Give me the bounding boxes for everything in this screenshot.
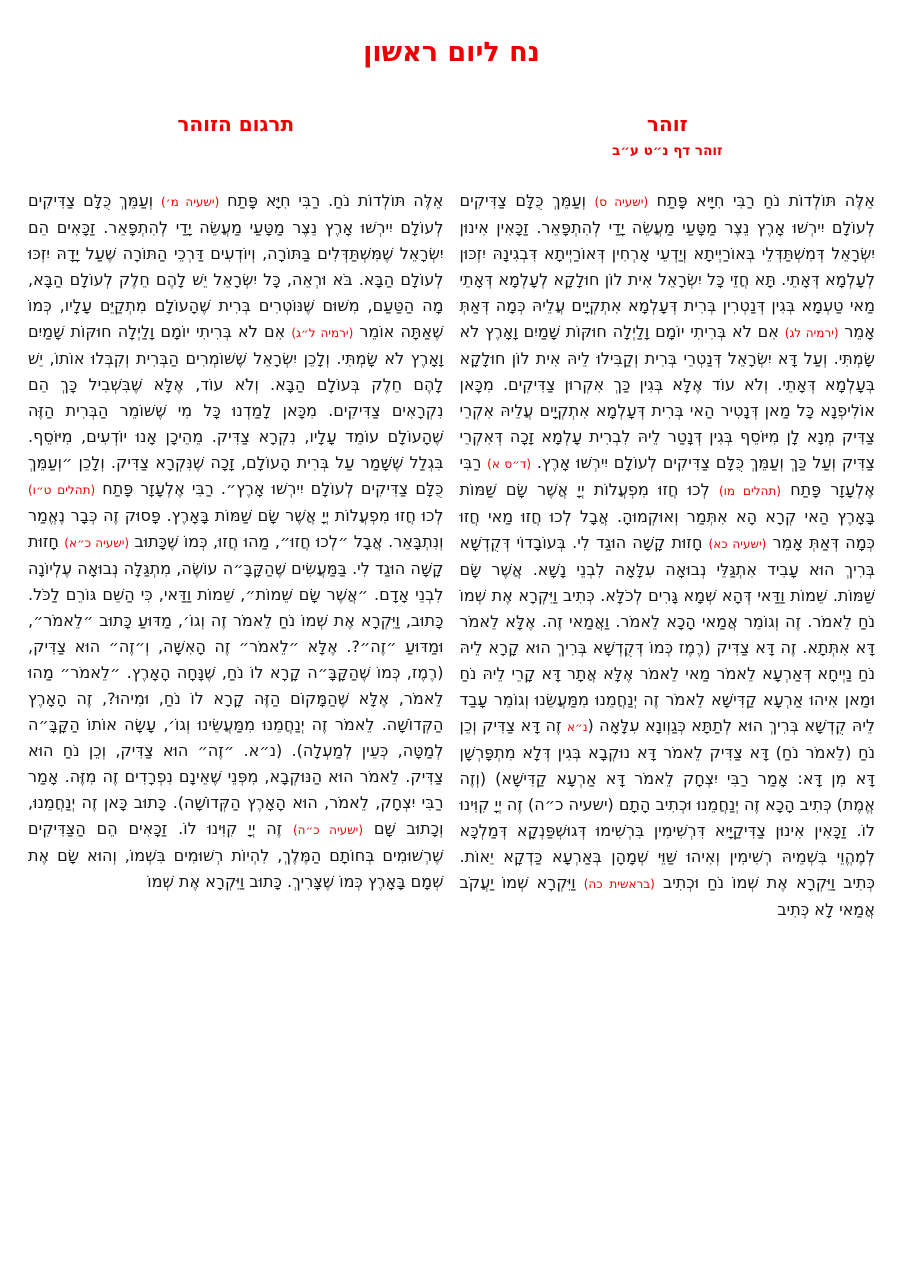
page-title: נח ליום ראשון bbox=[363, 37, 540, 68]
zohar-column-head bbox=[460, 112, 876, 188]
text-run: לְכוּ חֲזוּ מִפְעֲלוֹת יְיָ אֲשֶׁר שָׂם שַׁמּוֹת בָּאָרֶץ הַאי קְרָא הָא אִתְּמַר וְאוּקְמוּהָ. אֲבָל לְכוּ חֲזוּ מַאי חֲזוּ כְּמָה דְּאַתְּ אָמֵר bbox=[459, 480, 876, 552]
inline-citation: (ישעיה כ״ה) bbox=[293, 823, 364, 837]
text-run: חָזוּת קָשָׁה הוּגַד לִי. בְּעוֹבָדוֹי דְּקֻדְשָׁא בְּרִיךְ הוּא עָבִיד אִתְגַּלֵּי נְבוּאָה עִלָּאָה לִבְנֵי נָשָׁא. אֲשֶׁר שָׂם שַׁמּוֹת. שֵׁמוֹת וַדַּאי דְּהָא שְׁמָא גָּרִים לְכֹלָּא. כְּתִיב וַיִּקְרָא אֶת שְׁמוֹ נֹחַ לֵאמֹר. זֶה וְגוֹמֵר אֲמַאי הָכָא לֵאמֹר. וַאֲמַאי זֶה. אֶלָּא לֵאמֹר דָּא אִתְּתָא. זֶה דָּא צַדִּיק (רֶמֶז כְּמוֹ דְּקֻדְשָׁא בְּרִיךְ הוּא קָרָא לֵיהּ נֹחַ נַיְיחָא דְּאַרְעָא לֵאמֹר מַאי לֵאמֹר אֶלָּא אֲתָר דָּא קָרֵי לֵיהּ נֹחַ וּמַאן אִיהוּ אַרְעָא קַדִּישָׁא לֵאמֹר זֶה יְנַחֲמֵנוּ מִמַּעֲשֵׂנוּ וְגוֹמֵר עָבַד לֵיהּ קֻדְשָׁא בְּרִיךְ הוּא לְתַתָּא כְּגַוְונָא עִלָּאָה ( bbox=[459, 533, 875, 735]
translation-column bbox=[28, 112, 444, 895]
text-run: זֶה יְיָ קִוִּינוּ לוֹ. זַכָּאִים הֵם הַצַּדִּיקִים שֶׁרְשׁוּמִים בְּחוֹתָם הַמֶּלֶךְ, לִהְיוֹת רְשׁוּמִים בִּשְׁמוֹ, וְהוּא שָׂם אֶת שְׁמָם בָּאָרֶץ כְּמוֹ שֶׁצָּרִיךְ. כָּתוּב וַיִּקְרָא אֶת שְׁמוֹ bbox=[28, 819, 444, 891]
inline-citation: (ישעיה כ״א) bbox=[64, 536, 130, 550]
text-run: אֵלֶּה תּוֹלְדוֹת נֹחַ. רַבִּי חִיָּא פָּתַח bbox=[219, 191, 444, 210]
text-run: לְכוּ חֲזוּ מִפְעֲלוֹת יְיָ אֲשֶׁר שָׂם שַׁמּוֹת בָּאָרֶץ. פָּסוּק זֶה כְּבָר נֶאֱמַר וְנִתְבָּאֵר. אֲבָל ״לְכוּ חֲזוּ״, מַהוּ חֲזוּ, כְּמוֹ שֶׁכָּתוּב bbox=[28, 506, 444, 551]
inline-citation: (ירמיה ל״ג) bbox=[291, 326, 354, 340]
inline-citation: (ישעיה כא) bbox=[708, 537, 767, 551]
translation-column-head bbox=[28, 112, 444, 188]
inline-citation: נ״א bbox=[566, 720, 588, 734]
zohar-body-text bbox=[460, 188, 876, 923]
translation-column-header: תרגום הזוהר bbox=[177, 112, 295, 136]
text-run: זֶה דָּא צַדִּיק וְכֵן נֹחַ (לֵאמֹר נֹחַ) דָּא צַדִּיק לֵאמֹר דָּא נוּקְבָא בְּגִין דְּלָא מִתְפָּרְשָׁן דָּא מִן דָּא: אָמַר רַבִּי יִצְחָק לֵאמֹר דָּא אַרְעָא קַדִּישָׁא) (וְזֶה אֱמֶת) כְּתִיב הָכָא זֶה יְנַחֲמֵנוּ וּכְתִיב הָתָם (ישעיה כ״ה) זֶה יְיָ קִוִּינוּ לוֹ. זַכָּאִין אִינוּן צַדִּיקַיָּיא דִּרְשִׁימִין בִּרְשִׁימוּ דְּגוּשְׁפַּנְקָא דְּמַלְכָּא לְמֶהֱוֵי בִּשְׁמֵיהּ רְשִׁימִין וְאִיהוּ שַׁוֵּי שְׁמָהָן בְּאַרְעָא כַּדְקָא יֵאוֹת. כְּתִיב וַיִּקְרָא אֶת שְׁמוֹ נֹחַ וּכְתִיב bbox=[459, 716, 875, 892]
inline-citation: (בראשית כה) bbox=[583, 877, 655, 891]
zohar-page-reference: זוהר דף נ״ט ע״ב bbox=[612, 143, 723, 159]
inline-citation: (תהלים ט״ו) bbox=[28, 483, 96, 497]
inline-citation: (ישעיה מ׳) bbox=[160, 195, 220, 209]
text-run: וְעַמֵּךְ כֻּלָּם צַדִּיקִים לְעוֹלָם יִירְשׁוּ אָרֶץ נֵצֶר מַטָּעַי מַעֲשֵׂה יָדַי לְהִתְפָּאֵר. זַכָּאִים הֵם יִשְׂרָאֵל שֶׁמִּשְׁתַּדְּלִים בַּתּוֹרָה, וְיוֹדְעִים דַּרְכֵי הַתּוֹרָה שֶׁעַל יָדָהּ יִזְכּוּ לְעוֹלָם הַבָּא. בֹּא וּרְאֵה, כָּל יִשְׂרָאֵל יֵשׁ לָהֶם חֵלֶק לְעוֹלָם הַבָּא, מָה הַטַּעַם, מִשּׁוּם שֶׁנּוֹטְרִים בְּרִית שֶׁהָעוֹלָם מִתְקַיֵּם עָלָיו, כְּמוֹ שֶׁאַתָּה אוֹמֵר bbox=[28, 191, 444, 341]
translation-body-text bbox=[28, 188, 444, 895]
text-run: אִם לֹא בְּרִיתִי יוֹמָם וָלַיְלָה חוּקּוֹת שָׁמַיִם וָאָרֶץ לֹא שָׂמְתִּי. וְלָכֵן יִשְׂרָאֵל שֶׁשּׁוֹמְרִים הַבְּרִית וְקִבְּלוּ אוֹתוֹ, יֵשׁ לָהֶם חֵלֶק בְּעוֹלָם הַבָּא. וְלֹא עוֹד, אֶלָּא שֶׁבִּשְׁבִיל כָּךְ הֵם נִקְרָאִים צַדִּיקִים. מִכָּאן לָמַדְנוּ כָּל מִי שֶׁשּׁוֹמֵר הַבְּרִית הַזֶּה שֶׁהָעוֹלָם עוֹמֵד עָלָיו, נִקְרָא צַדִּיק. מֵהֵיכָן אָנוּ יוֹדְעִים, מִיּוֹסֵף. בִּגְלַל שֶׁשָּׁמַר עַל בְּרִית הָעוֹלָם, זָכָה שֶׁנִּקְרָא צַדִּיק. וְלָכֵן ״וְעַמֵּךְ כֻּלָּם צַדִּיקִים לְעוֹלָם יִירְשׁוּ אָרֶץ״. רַבִּי אֶלְעָזָר פָּתַח bbox=[28, 322, 444, 498]
inline-citation: (ישעיה ס) bbox=[594, 195, 649, 209]
zohar-column-header: זוהר bbox=[646, 112, 688, 136]
text-run: אִם לֹא בְּרִיתִי יוֹמָם וָלַיְלָה חוּקּוֹת שָׁמַיִם וָאָרֶץ לֹא שָׂמְתִּי. וְעַל דָּא יִשְׂרָאֵל דְּנַטְרֵי בְּרִית וְקַבִּילוּ לֵיהּ אִית לוֹן חוּלָקָא בְּעָלְמָא דְּאָתֵי. וְלֹא עוֹד אֶלָּא בְּגִין כַּךְ אִקְרוּן צַדִּיקִים. מִכָּאן אוֹלִיפְנָא כָּל מַאן דְּנָטִיר הַאי בְּרִית דְּעָלְמָא אִתְקְיָים עֲלֵיהּ אִקְרֵי צַדִּיק מְנָא לָן מִיּוֹסֵף בְּגִין דְּנָטַר לֵיהּ לִבְרִית עָלְמָא זָכָה דְּאִקְרֵי צַדִּיק וְעַל כַּךְ וְעַמֵּךְ כֻּלָּם צַדִּיקִים לְעוֹלָם יִירְשׁוּ אָרֶץ. bbox=[459, 322, 875, 472]
text-run: וַיִּקְרָא שְׁמוֹ יַעֲקֹב אֲמַאי לָא כְּתִיב bbox=[459, 873, 875, 919]
text-run: אֵלֶּה תּוֹלְדוֹת נֹחַ רַבִּי חִיָּיא פָּתַח bbox=[648, 191, 875, 210]
text-run: חָזוּת קָשָׁה הוּגַד לִי. בַּמַּעֲשִׂים שֶׁהַקָּבָּ״ה עוֹשֶׂה, מִתְגַּלָּה נְבוּאָה עֶלְיוֹנָה לִבְנֵי אָדָם. ״אֲשֶׁר שָׂם שֵׁמוֹת״, שֵׁמוֹת וַדַּאי, כִּי הַשֵּׁם גּוֹרֵם לַכֹּל. כָּתוּב, וַיִּקְרָא אֶת שְׁמוֹ נֹחַ לֵאמֹר זֶה וְגוֹ׳, מַדּוּעַ כָּתוּב ״לֵאמֹר״, וּמַדּוּעַ ״זֶה״?. אֶלָּא ״לֵאמֹר״ זֶה הָאִשָּׁה, וְ״זֶה״ הוּא צַדִּיק, (רֶמֶז, כְּמוֹ שֶׁהַקָּבָּ״ה קָרָא לוֹ נֹחַ, שֶׁנָּחָה הָאָרֶץ. ״לֵאמֹר״ מַהוּ לֵאמֹר, אֶלָּא שֶׁהַמָּקוֹם הַזֶּה קָרָא לוֹ נֹחַ, וּמִיהוּ?, זֶה הָאָרֶץ הַקְּדוֹשָׁה. לֵאמֹר זֶה יְנַחֲמֵנוּ מִמַּעֲשֵׂינוּ וְגוֹ׳, עָשָׂה אוֹתוֹ הַקָּבָּ״ה לְמַטָּה, כְּעֵין לְמַעְלָה). (נ״א. ״זֶה״ הוּא צַדִּיק, וְכֵן נֹחַ הוּא צַדִּיק. לֵאמֹר הוּא הַנּוּקְבָא, מִפְּנֵי שֶׁאֵינָם נִפְרָדִים זֶה מִזֶּה. אָמַר רַבִּי יִצְחָק, לֵאמֹר, הוּא הָאָרֶץ הַקְּדוֹשָׁה). כָּתוּב כָּאן זֶה יְנַחֲמֵנוּ, וְכָתוּב שָׁם bbox=[28, 532, 444, 838]
inline-citation: (ד״ס א) bbox=[487, 457, 532, 471]
text-run: רַבִּי אֶלְעָזָר פָּתַח bbox=[459, 453, 875, 499]
zohar-column bbox=[460, 112, 876, 923]
columns-container bbox=[28, 112, 875, 923]
inline-citation: (תהלים מו) bbox=[718, 484, 781, 498]
text-run: וְעַמֵּךְ כֻּלָּם צַדִּיקִים לְעוֹלָם יִירְשׁוּ אָרֶץ נֵצֶר מַטָּעַי מַעֲשֵׂה יָדַי לְהִתְפָּאֵר. זַכָּאִין אִינוּן יִשְׂרָאֵל דְּמִשְׁתַּדְּלֵי בְּאוֹרַיְיתָא וְיַדְעֵי אָרְחִין דְּאוֹרַיְיתָא דִּבְגִינָהּ יִזְכּוּן לְעָלְמָא דְּאָתֵי. תָּא חֲזֵי כָּל יִשְׂרָאֵל אִית לוֹן חוּלָקָא לְעָלְמָא דְּאָתֵי מַאי טַעְמָא בְּגִין דְּנַטְרִין בְּרִית דְּעָלְמָא אִתְקְיָים עֲלֵיהּ כְּמָה דְּאַתְּ אָמֵר bbox=[459, 191, 875, 341]
inline-citation: (ירמיה לג) bbox=[784, 326, 839, 340]
